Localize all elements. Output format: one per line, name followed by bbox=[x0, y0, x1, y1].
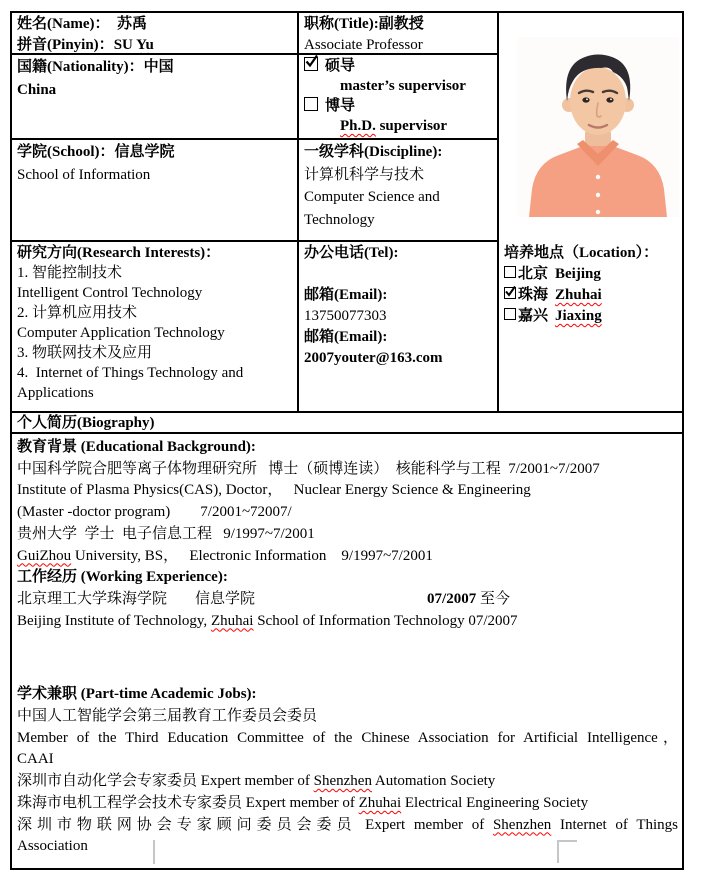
work-line-text: School of Information Technology 07/2007 bbox=[253, 612, 518, 629]
beijing-checkbox[interactable] bbox=[504, 266, 516, 278]
location-label: 培养地点（Location）： bbox=[504, 245, 659, 261]
work-header: 工作经历 (Working Experience): bbox=[17, 569, 228, 586]
location-zh: 嘉兴 bbox=[518, 308, 549, 324]
jobs-line-text: 深圳市物联网协会专家顾问委员会委员 Expert member of bbox=[17, 816, 493, 833]
master-supervisor-checkbox[interactable] bbox=[304, 57, 318, 71]
location-en: Jiaxing bbox=[555, 308, 602, 324]
education-line: 中国科学院合肥等离子体物理研究所 博士（硕博连读） 核能科学与工程 7/2001~7/2007 bbox=[17, 460, 600, 477]
contact-cell bbox=[299, 242, 499, 413]
phd-supervisor-en bbox=[304, 116, 493, 136]
work-date: 07/2007 bbox=[427, 590, 477, 607]
pinyin-value-misspelled: Yu bbox=[136, 37, 154, 53]
name-cell bbox=[12, 13, 299, 55]
work-org: 北京理工大学珠海学院 bbox=[17, 590, 168, 607]
master-supervisor-zh: 硕导 bbox=[325, 58, 356, 74]
jobs-line-text: 珠海市电机工程学会技术专家委员 Expert member of bbox=[17, 794, 359, 811]
title-value-zh: 副教授 bbox=[378, 16, 424, 32]
title-cell bbox=[299, 13, 499, 55]
biography-header: 个人简历(Biography) bbox=[17, 415, 155, 431]
nationality-value-zh: 中国 bbox=[143, 59, 174, 75]
work-line-text: Beijing Institute of Technology, bbox=[17, 612, 211, 629]
text-boundary-mark bbox=[557, 840, 577, 863]
research-item: 4. Internet of Things Technology and bbox=[17, 365, 244, 381]
work-school: 信息学院 bbox=[195, 590, 256, 607]
nationality-value-en: China bbox=[17, 81, 57, 98]
school-value-en: School of Information bbox=[17, 166, 151, 183]
nationality-label: 国籍(Nationality)： bbox=[17, 59, 144, 75]
phd-en-rest: supervisor bbox=[375, 118, 448, 134]
name-label: 姓名(Name)： bbox=[17, 16, 117, 32]
jobs-line: CAAI bbox=[17, 751, 54, 768]
research-cell bbox=[12, 242, 299, 413]
research-item: Computer Application Technology bbox=[17, 325, 225, 341]
jobs-line bbox=[17, 771, 678, 793]
nationality-cell bbox=[12, 55, 299, 140]
title-value-en: Associate Professor bbox=[304, 37, 423, 53]
location-en: Zhuhai bbox=[555, 287, 602, 303]
work-line bbox=[17, 611, 678, 633]
jobs-line bbox=[17, 793, 678, 815]
portrait-photo bbox=[517, 37, 679, 217]
master-supervisor-en: master’s supervisor bbox=[340, 78, 466, 94]
pinyin-line bbox=[17, 35, 293, 55]
work-tail: 至今 bbox=[476, 590, 510, 607]
misspelled-word: Zhuhai bbox=[358, 794, 402, 811]
education-line: Institute of Plasma Physics(CAS), Doctor， Nuclear Energy Science & Engineering bbox=[17, 482, 531, 499]
title-line bbox=[304, 14, 493, 35]
email-value-2: 2007youter@163.com bbox=[304, 350, 443, 366]
master-supervisor-row bbox=[304, 56, 493, 76]
profile-table bbox=[10, 11, 684, 870]
school-value-zh: 信息学院 bbox=[114, 144, 175, 160]
jobs-line: 中国人工智能学会第三届教育工作委员会委员 bbox=[17, 708, 318, 725]
misspelled-word: Shenzhen bbox=[492, 816, 552, 833]
jobs-line: Association bbox=[17, 838, 88, 855]
blank-gap bbox=[17, 632, 678, 684]
jobs-line: Member of the Third Education Committee of the Chinese Association for Artificial Intelligence， bbox=[17, 729, 678, 746]
education-line bbox=[17, 546, 678, 568]
location-en: Beijing bbox=[555, 266, 601, 282]
name-line bbox=[17, 14, 293, 35]
discipline-value-zh: 计算机科学与技术 bbox=[304, 166, 425, 183]
education-line: 贵州大学 学士 电子信息工程 9/1997~7/2001 bbox=[17, 525, 315, 542]
zhuhai-checkbox[interactable] bbox=[504, 287, 516, 299]
discipline-cell bbox=[299, 140, 499, 242]
misspelled-word: Shenzhen bbox=[313, 773, 372, 790]
research-label: 研究方向(Research Interests)： bbox=[17, 245, 221, 261]
blank-line bbox=[304, 264, 493, 285]
discipline-value-en-1: Computer Science and bbox=[304, 189, 440, 205]
education-line-rest: University, BS， Electronic Information 9/1997~7/2001 bbox=[71, 547, 433, 564]
nationality-line bbox=[17, 56, 293, 79]
school-cell bbox=[12, 140, 299, 242]
supervisor-cell bbox=[299, 55, 499, 140]
discipline-value-en-2: Technology bbox=[304, 211, 375, 228]
tel-label: 办公电话(Tel): bbox=[304, 245, 399, 261]
jobs-header: 学术兼职 (Part-time Academic Jobs): bbox=[17, 686, 257, 703]
email-label-1: 邮箱(Email): bbox=[304, 287, 388, 303]
location-cell bbox=[499, 242, 682, 413]
education-header: 教育背景 (Educational Background): bbox=[17, 439, 256, 455]
jobs-line-text: Internet of Things bbox=[551, 816, 678, 833]
location-option-beijing bbox=[504, 264, 678, 285]
research-item: 3. 物联网技术及应用 bbox=[17, 345, 153, 361]
jiaxing-checkbox[interactable] bbox=[504, 308, 516, 320]
email-value-1: 13750077303 bbox=[304, 308, 387, 324]
misspelled-word: Zhuhai bbox=[210, 612, 254, 629]
phd-supervisor-zh: 博导 bbox=[325, 98, 356, 114]
email-label-2: 邮箱(Email): bbox=[304, 329, 388, 345]
jobs-line-text: Electrical Engineering Society bbox=[401, 794, 589, 811]
research-item: 2. 计算机应用技术 bbox=[17, 305, 138, 321]
jobs-line-text: Automation Society bbox=[371, 773, 496, 790]
location-option-jiaxing bbox=[504, 306, 678, 327]
work-line bbox=[17, 589, 678, 611]
biography-header-row bbox=[12, 413, 682, 434]
school-line bbox=[17, 141, 293, 164]
phd-en-misspelled: Ph.D. bbox=[340, 118, 376, 134]
name-value: 苏禹 bbox=[116, 16, 147, 32]
jobs-line bbox=[17, 815, 678, 837]
pinyin-value: SU bbox=[113, 37, 137, 53]
text-boundary-mark bbox=[153, 840, 155, 864]
pinyin-label: 拼音(Pinyin)： bbox=[17, 37, 114, 53]
location-option-zhuhai bbox=[504, 285, 678, 306]
research-item: Intelligent Control Technology bbox=[17, 285, 203, 301]
education-line: (Master -doctor program) 7/2001~72007/ bbox=[17, 504, 292, 521]
phd-supervisor-row bbox=[304, 96, 493, 116]
location-zh: 北京 bbox=[518, 266, 549, 282]
school-label: 学院(School)： bbox=[17, 144, 115, 160]
misspelled-word: GuiZhou bbox=[17, 547, 72, 564]
research-item: Applications bbox=[17, 385, 94, 401]
jobs-line-text: 深圳市自动化学会专家委员 Expert member of bbox=[17, 773, 314, 790]
research-item: 1. 智能控制技术 bbox=[17, 265, 123, 281]
photo-cell bbox=[499, 13, 682, 242]
biography-cell bbox=[12, 434, 682, 868]
phd-supervisor-checkbox[interactable] bbox=[304, 97, 318, 111]
location-zh: 珠海 bbox=[518, 287, 549, 303]
title-label: 职称(Title): bbox=[304, 16, 379, 32]
discipline-label: 一级学科(Discipline): bbox=[304, 144, 443, 160]
